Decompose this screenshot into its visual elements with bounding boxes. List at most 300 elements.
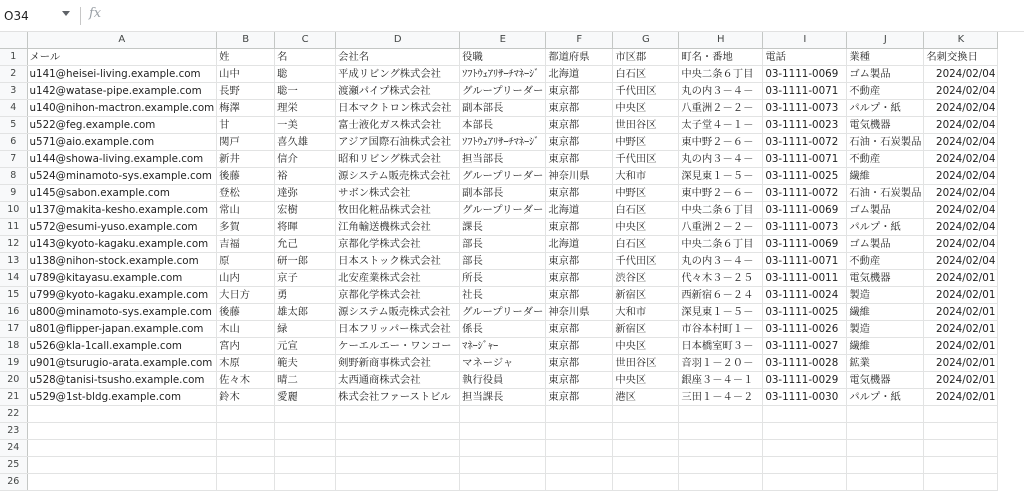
cell-i5[interactable]: 03-1111-0023 [763,117,847,134]
cell-b20[interactable]: 佐々木 [217,372,275,389]
cell-c13[interactable]: 研一郎 [275,253,336,270]
cell-f16[interactable]: 神奈川県 [546,304,613,321]
cell-d8[interactable]: 源システム販売株式会社 [336,168,460,185]
cell-h23[interactable] [679,423,763,440]
row-header[interactable]: 26 [0,474,27,491]
cell-f25[interactable] [546,457,613,474]
cell-c6[interactable]: 喜久雄 [275,134,336,151]
cell-b24[interactable] [217,440,275,457]
cell-g6[interactable]: 中野区 [613,134,679,151]
cell-h3[interactable]: 丸の内３－４－ [679,83,763,100]
cell-i8[interactable]: 03-1111-0025 [763,168,847,185]
row-header[interactable]: 18 [0,338,27,355]
cell-k21[interactable]: 2024/02/01 [924,389,998,406]
cell-d20[interactable]: 太西通商株式会社 [336,372,460,389]
cell-e9[interactable]: 副本部長 [460,185,546,202]
cell-k13[interactable]: 2024/02/04 [924,253,998,270]
cell-b13[interactable]: 原 [217,253,275,270]
cell-a3[interactable]: u142@watase-pipe.example.com [27,83,217,100]
cell-e23[interactable] [460,423,546,440]
row-header[interactable]: 13 [0,253,27,270]
cell-j4[interactable]: パルプ・紙 [847,100,924,117]
column-header-h[interactable]: H [679,32,763,49]
cell-g23[interactable] [613,423,679,440]
cell-k16[interactable]: 2024/02/01 [924,304,998,321]
cell-g2[interactable]: 白石区 [613,66,679,83]
cell-b21[interactable]: 鈴木 [217,389,275,406]
cell-k4[interactable]: 2024/02/04 [924,100,998,117]
cell-j2[interactable]: ゴム製品 [847,66,924,83]
row-header[interactable]: 17 [0,321,27,338]
cell-a15[interactable]: u799@kyoto-kagaku.example.com [27,287,217,304]
cell-c9[interactable]: 達弥 [275,185,336,202]
cell-c21[interactable]: 愛麗 [275,389,336,406]
cell-b1[interactable]: 姓 [217,49,275,66]
cell-e25[interactable] [460,457,546,474]
cell-g7[interactable]: 千代田区 [613,151,679,168]
cell-d9[interactable]: サボン株式会社 [336,185,460,202]
cell-e10[interactable]: グループリーダー [460,202,546,219]
cell-i19[interactable]: 03-1111-0028 [763,355,847,372]
cell-b14[interactable]: 山内 [217,270,275,287]
cell-i6[interactable]: 03-1111-0072 [763,134,847,151]
cell-f3[interactable]: 東京都 [546,83,613,100]
cell-f8[interactable]: 神奈川県 [546,168,613,185]
cell-b9[interactable]: 登松 [217,185,275,202]
cell-d21[interactable]: 株式会社ファーストビル [336,389,460,406]
cell-i10[interactable]: 03-1111-0069 [763,202,847,219]
cell-k22[interactable] [924,406,998,423]
cell-j25[interactable] [847,457,924,474]
cell-j18[interactable]: 繊維 [847,338,924,355]
cell-i11[interactable]: 03-1111-0073 [763,219,847,236]
cell-b26[interactable] [217,474,275,491]
column-header-e[interactable]: E [460,32,546,49]
cell-f7[interactable]: 東京都 [546,151,613,168]
cell-j14[interactable]: 電気機器 [847,270,924,287]
cell-b11[interactable]: 多賀 [217,219,275,236]
cell-d2[interactable]: 平成リビング株式会社 [336,66,460,83]
cell-e20[interactable]: 執行役員 [460,372,546,389]
row-header[interactable]: 3 [0,83,27,100]
cell-g9[interactable]: 中野区 [613,185,679,202]
cell-c16[interactable]: 雄太郎 [275,304,336,321]
cell-i2[interactable]: 03-1111-0069 [763,66,847,83]
cell-d26[interactable] [336,474,460,491]
cell-a13[interactable]: u138@nihon-stock.example.com [27,253,217,270]
cell-h2[interactable]: 中央二条６丁目 [679,66,763,83]
cell-a5[interactable]: u522@feg.example.com [27,117,217,134]
row-header[interactable]: 15 [0,287,27,304]
cell-a18[interactable]: u526@kla-1call.example.com [27,338,217,355]
cell-f14[interactable]: 東京都 [546,270,613,287]
cell-c5[interactable]: 一美 [275,117,336,134]
cell-c8[interactable]: 裕 [275,168,336,185]
cell-k11[interactable]: 2024/02/04 [924,219,998,236]
cell-f18[interactable]: 東京都 [546,338,613,355]
cell-k12[interactable]: 2024/02/04 [924,236,998,253]
column-header-f[interactable]: F [546,32,613,49]
cell-d24[interactable] [336,440,460,457]
cell-a19[interactable]: u901@tsurugio-arata.example.com [27,355,217,372]
cell-b22[interactable] [217,406,275,423]
cell-i7[interactable]: 03-1111-0071 [763,151,847,168]
cell-b3[interactable]: 長野 [217,83,275,100]
cell-h19[interactable]: 音羽１－２０－ [679,355,763,372]
cell-d7[interactable]: 昭和リビング株式会社 [336,151,460,168]
cell-e26[interactable] [460,474,546,491]
cell-i9[interactable]: 03-1111-0072 [763,185,847,202]
cell-g1[interactable]: 市区郡 [613,49,679,66]
cell-i18[interactable]: 03-1111-0027 [763,338,847,355]
cell-d11[interactable]: 江角輸送機株式会社 [336,219,460,236]
cell-h24[interactable] [679,440,763,457]
cell-a14[interactable]: u789@kitayasu.example.com [27,270,217,287]
cell-i20[interactable]: 03-1111-0029 [763,372,847,389]
cell-a7[interactable]: u144@showa-living.example.com [27,151,217,168]
row-header[interactable]: 20 [0,372,27,389]
cell-b19[interactable]: 木原 [217,355,275,372]
cell-g22[interactable] [613,406,679,423]
row-header[interactable]: 21 [0,389,27,406]
cell-g8[interactable]: 大和市 [613,168,679,185]
cell-b17[interactable]: 木山 [217,321,275,338]
column-header-d[interactable]: D [336,32,460,49]
cell-k7[interactable]: 2024/02/04 [924,151,998,168]
cell-c3[interactable]: 聡一 [275,83,336,100]
cell-g13[interactable]: 千代田区 [613,253,679,270]
cell-b8[interactable]: 後藤 [217,168,275,185]
cell-j24[interactable] [847,440,924,457]
row-header[interactable]: 6 [0,134,27,151]
cell-e11[interactable]: 課長 [460,219,546,236]
cell-a20[interactable]: u528@tanisi-tsusho.example.com [27,372,217,389]
chevron-down-icon[interactable] [62,11,70,16]
row-header[interactable]: 23 [0,423,27,440]
column-header-c[interactable]: C [275,32,336,49]
cell-a24[interactable] [27,440,217,457]
cell-i12[interactable]: 03-1111-0069 [763,236,847,253]
cell-h6[interactable]: 東中野２－６－ [679,134,763,151]
cell-h7[interactable]: 丸の内３－４－ [679,151,763,168]
cell-e17[interactable]: 係長 [460,321,546,338]
row-header[interactable]: 4 [0,100,27,117]
row-header[interactable]: 19 [0,355,27,372]
cell-a17[interactable]: u801@flipper-japan.example.com [27,321,217,338]
cell-a16[interactable]: u800@minamoto-sys.example.com [27,304,217,321]
cell-d6[interactable]: アジア国際石油株式会社 [336,134,460,151]
cell-a2[interactable]: u141@heisei-living.example.com [27,66,217,83]
cell-b18[interactable]: 宮内 [217,338,275,355]
cell-f2[interactable]: 北海道 [546,66,613,83]
cell-b7[interactable]: 新井 [217,151,275,168]
cell-k10[interactable]: 2024/02/04 [924,202,998,219]
cell-h11[interactable]: 八重洲２－２－ [679,219,763,236]
cell-j16[interactable]: 繊維 [847,304,924,321]
cell-g17[interactable]: 新宿区 [613,321,679,338]
cell-d25[interactable] [336,457,460,474]
cell-f6[interactable]: 東京都 [546,134,613,151]
cell-h26[interactable] [679,474,763,491]
cell-f12[interactable]: 北海道 [546,236,613,253]
cell-e1[interactable]: 役職 [460,49,546,66]
cell-b25[interactable] [217,457,275,474]
cell-c10[interactable]: 宏樹 [275,202,336,219]
cell-k25[interactable] [924,457,998,474]
cell-c18[interactable]: 元宣 [275,338,336,355]
cell-h14[interactable]: 代々木３－２５ [679,270,763,287]
cell-f24[interactable] [546,440,613,457]
cell-f26[interactable] [546,474,613,491]
cell-e2[interactable]: ｿﾌﾄｳｪｱﾘｻｰﾁﾏﾈｰｼﾞ [460,66,546,83]
cell-h1[interactable]: 町名・番地 [679,49,763,66]
cell-b4[interactable]: 梅澤 [217,100,275,117]
cell-k18[interactable]: 2024/02/01 [924,338,998,355]
cell-h22[interactable] [679,406,763,423]
cell-e12[interactable]: 部長 [460,236,546,253]
cell-d15[interactable]: 京都化学株式会社 [336,287,460,304]
cell-d23[interactable] [336,423,460,440]
cell-j17[interactable]: 製造 [847,321,924,338]
cell-d1[interactable]: 会社名 [336,49,460,66]
row-header[interactable]: 14 [0,270,27,287]
cell-g21[interactable]: 港区 [613,389,679,406]
cell-g3[interactable]: 千代田区 [613,83,679,100]
cell-d10[interactable]: 牧田化粧品株式会社 [336,202,460,219]
cell-i14[interactable]: 03-1111-0011 [763,270,847,287]
row-header[interactable]: 25 [0,457,27,474]
cell-d19[interactable]: 剣野新商事株式会社 [336,355,460,372]
cell-i24[interactable] [763,440,847,457]
cell-h21[interactable]: 三田１－４－２ [679,389,763,406]
cell-b5[interactable]: 甘 [217,117,275,134]
cell-c2[interactable]: 聡 [275,66,336,83]
cell-j6[interactable]: 石油・石炭製品 [847,134,924,151]
row-header[interactable]: 22 [0,406,27,423]
row-header[interactable]: 7 [0,151,27,168]
cell-a1[interactable]: メール [27,49,217,66]
row-header[interactable]: 2 [0,66,27,83]
cell-e24[interactable] [460,440,546,457]
cell-g5[interactable]: 世田谷区 [613,117,679,134]
cell-e8[interactable]: グループリーダー [460,168,546,185]
cell-k19[interactable]: 2024/02/01 [924,355,998,372]
cell-e21[interactable]: 担当課長 [460,389,546,406]
cell-k14[interactable]: 2024/02/01 [924,270,998,287]
cell-g26[interactable] [613,474,679,491]
cell-j20[interactable]: 電気機器 [847,372,924,389]
name-box[interactable]: O34 [4,9,29,23]
cell-f11[interactable]: 東京都 [546,219,613,236]
column-header-k[interactable]: K [924,32,998,49]
cell-f19[interactable]: 東京都 [546,355,613,372]
cell-i25[interactable] [763,457,847,474]
cell-g16[interactable]: 大和市 [613,304,679,321]
cell-h4[interactable]: 八重洲２－２－ [679,100,763,117]
cell-e16[interactable]: グループリーダー [460,304,546,321]
cell-j11[interactable]: パルプ・紙 [847,219,924,236]
cell-j19[interactable]: 鉱業 [847,355,924,372]
cell-b2[interactable]: 山中 [217,66,275,83]
cell-k20[interactable]: 2024/02/01 [924,372,998,389]
row-header[interactable]: 1 [0,49,27,66]
cell-g14[interactable]: 渋谷区 [613,270,679,287]
cell-a4[interactable]: u140@nihon-mactron.example.com [27,100,217,117]
column-header-g[interactable]: G [613,32,679,49]
cell-k3[interactable]: 2024/02/04 [924,83,998,100]
cell-j22[interactable] [847,406,924,423]
cell-g4[interactable]: 中央区 [613,100,679,117]
cell-i22[interactable] [763,406,847,423]
cell-a10[interactable]: u137@makita-kesho.example.com [27,202,217,219]
cell-g18[interactable]: 中央区 [613,338,679,355]
cell-c14[interactable]: 京子 [275,270,336,287]
row-header[interactable]: 9 [0,185,27,202]
cell-c1[interactable]: 名 [275,49,336,66]
cell-k26[interactable] [924,474,998,491]
cell-e15[interactable]: 社長 [460,287,546,304]
cell-c26[interactable] [275,474,336,491]
cell-f17[interactable]: 東京都 [546,321,613,338]
cell-a22[interactable] [27,406,217,423]
cell-a25[interactable] [27,457,217,474]
cell-h25[interactable] [679,457,763,474]
cell-d5[interactable]: 富士液化ガス株式会社 [336,117,460,134]
cell-k9[interactable]: 2024/02/04 [924,185,998,202]
cell-e22[interactable] [460,406,546,423]
cell-i26[interactable] [763,474,847,491]
row-header[interactable]: 11 [0,219,27,236]
cell-a21[interactable]: u529@1st-bldg.example.com [27,389,217,406]
cell-j23[interactable] [847,423,924,440]
cell-j21[interactable]: パルプ・紙 [847,389,924,406]
cell-f5[interactable]: 東京都 [546,117,613,134]
cell-j13[interactable]: 不動産 [847,253,924,270]
cell-h15[interactable]: 西新宿６－２４ [679,287,763,304]
cell-b12[interactable]: 吉福 [217,236,275,253]
cell-f15[interactable]: 東京都 [546,287,613,304]
cell-d12[interactable]: 京都化学株式会社 [336,236,460,253]
cell-i3[interactable]: 03-1111-0071 [763,83,847,100]
cell-g25[interactable] [613,457,679,474]
cell-k15[interactable]: 2024/02/01 [924,287,998,304]
cell-c25[interactable] [275,457,336,474]
cell-h9[interactable]: 東中野２－６－ [679,185,763,202]
cell-i13[interactable]: 03-1111-0071 [763,253,847,270]
cell-c20[interactable]: 晴二 [275,372,336,389]
cell-j8[interactable]: 繊維 [847,168,924,185]
cell-a26[interactable] [27,474,217,491]
cell-g12[interactable]: 白石区 [613,236,679,253]
cell-c19[interactable]: 範夫 [275,355,336,372]
row-header[interactable]: 12 [0,236,27,253]
cell-d18[interactable]: ケーエルエー・ワンコー [336,338,460,355]
cell-e18[interactable]: ﾏﾈｰｼﾞｬｰ [460,338,546,355]
cell-d13[interactable]: 日本ストック株式会社 [336,253,460,270]
cell-f1[interactable]: 都道府県 [546,49,613,66]
cell-f10[interactable]: 北海道 [546,202,613,219]
cell-h16[interactable]: 深見東１－５－ [679,304,763,321]
cell-j10[interactable]: ゴム製品 [847,202,924,219]
cell-j7[interactable]: 不動産 [847,151,924,168]
cell-i16[interactable]: 03-1111-0025 [763,304,847,321]
cell-e4[interactable]: 副本部長 [460,100,546,117]
cell-d16[interactable]: 源システム販売株式会社 [336,304,460,321]
cell-h13[interactable]: 丸の内３－４－ [679,253,763,270]
cell-i21[interactable]: 03-1111-0030 [763,389,847,406]
column-header-a[interactable]: A [27,32,217,49]
cell-g20[interactable]: 中央区 [613,372,679,389]
cell-k24[interactable] [924,440,998,457]
cell-j3[interactable]: 不動産 [847,83,924,100]
row-header[interactable]: 10 [0,202,27,219]
cell-e5[interactable]: 本部長 [460,117,546,134]
cell-e6[interactable]: ｿﾌﾄｳｪｱﾘｻｰﾁﾏﾈｰｼﾞ [460,134,546,151]
row-header[interactable]: 24 [0,440,27,457]
cell-b16[interactable]: 後藤 [217,304,275,321]
cell-h12[interactable]: 中央二条６丁目 [679,236,763,253]
cell-k17[interactable]: 2024/02/01 [924,321,998,338]
cell-k6[interactable]: 2024/02/04 [924,134,998,151]
cell-h10[interactable]: 中央二条６丁目 [679,202,763,219]
cell-c4[interactable]: 理栄 [275,100,336,117]
cell-f9[interactable]: 東京都 [546,185,613,202]
cell-e14[interactable]: 所長 [460,270,546,287]
cell-b6[interactable]: 関戸 [217,134,275,151]
cell-h8[interactable]: 深見東１－５－ [679,168,763,185]
cell-a6[interactable]: u571@aio.example.com [27,134,217,151]
cell-i1[interactable]: 電話 [763,49,847,66]
cell-a23[interactable] [27,423,217,440]
cell-k1[interactable]: 名刺交換日 [924,49,998,66]
cell-c17[interactable]: 緑 [275,321,336,338]
cell-i4[interactable]: 03-1111-0073 [763,100,847,117]
cell-g15[interactable]: 新宿区 [613,287,679,304]
cell-b10[interactable]: 常山 [217,202,275,219]
cell-j12[interactable]: ゴム製品 [847,236,924,253]
cell-g11[interactable]: 中央区 [613,219,679,236]
cell-f23[interactable] [546,423,613,440]
cell-b23[interactable] [217,423,275,440]
row-header[interactable]: 8 [0,168,27,185]
formula-input[interactable] [112,6,1012,26]
cell-h20[interactable]: 銀座３－４－１ [679,372,763,389]
cell-f13[interactable]: 東京都 [546,253,613,270]
cell-j5[interactable]: 電気機器 [847,117,924,134]
cell-k2[interactable]: 2024/02/04 [924,66,998,83]
cell-k8[interactable]: 2024/02/04 [924,168,998,185]
cell-k5[interactable]: 2024/02/04 [924,117,998,134]
cell-b15[interactable]: 大日方 [217,287,275,304]
cell-d4[interactable]: 日本マクトロン株式会社 [336,100,460,117]
cell-e13[interactable]: 部長 [460,253,546,270]
column-header-i[interactable]: I [763,32,847,49]
cell-c7[interactable]: 信介 [275,151,336,168]
cell-e19[interactable]: マネージャ [460,355,546,372]
column-header-b[interactable]: B [217,32,275,49]
cell-d3[interactable]: 渡瀬パイプ株式会社 [336,83,460,100]
cell-a12[interactable]: u143@kyoto-kagaku.example.com [27,236,217,253]
select-all-corner[interactable] [0,32,27,49]
cell-c22[interactable] [275,406,336,423]
cell-c12[interactable]: 允己 [275,236,336,253]
cell-i15[interactable]: 03-1111-0024 [763,287,847,304]
cell-f20[interactable]: 東京都 [546,372,613,389]
cell-j15[interactable]: 製造 [847,287,924,304]
row-header[interactable]: 16 [0,304,27,321]
cell-h18[interactable]: 日本橋室町３－ [679,338,763,355]
cell-f4[interactable]: 東京都 [546,100,613,117]
